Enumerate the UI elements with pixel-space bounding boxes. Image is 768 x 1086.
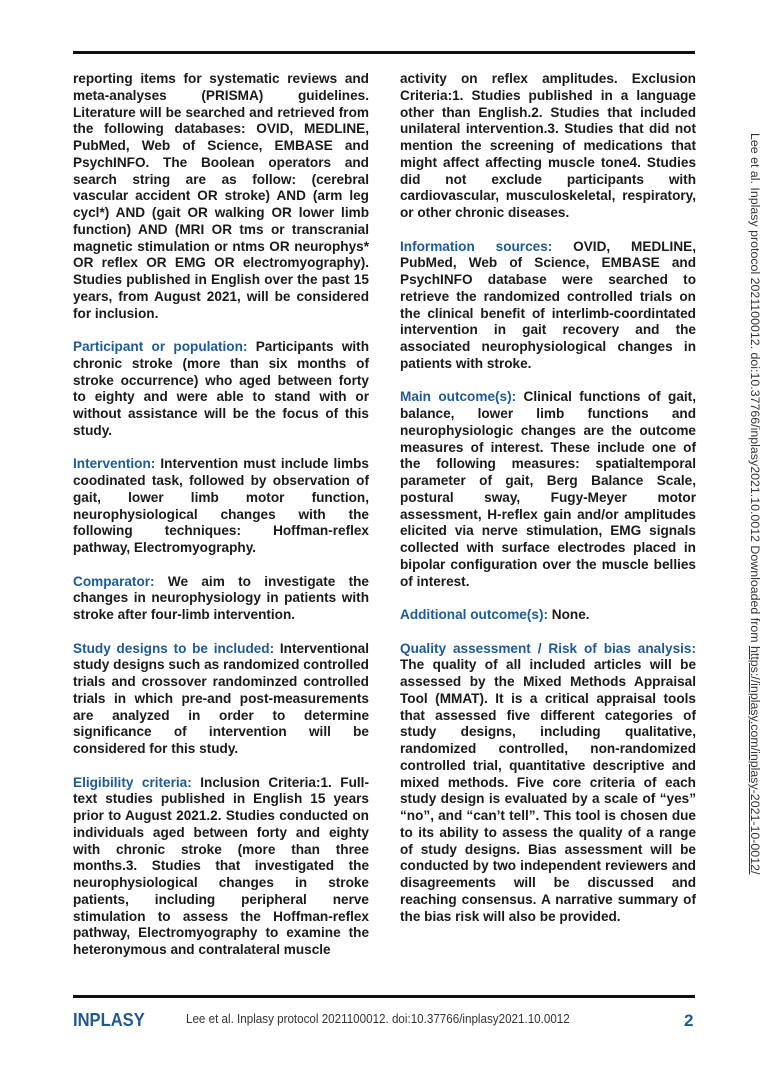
bottom-rule (73, 995, 695, 998)
section-heading: Intervention: (73, 456, 156, 472)
information-sources-section: Information sources: OVID, MEDLINE, PubMed, Web of Science, EMBASE and PsychINFO database were searched to retrieve the randomized controlled trials on the clinical benefit of interlimb-coordintated intervention in gait recovery and the associated neurophysiological changes in patients with stroke. (400, 238, 696, 371)
footer-citation: Lee et al. Inplasy protocol 2021100012. doi:10.37766/inplasy2021.10.0012 (186, 1012, 570, 1026)
side-download-note: Lee et al. Inplasy protocol 2021100012. doi:10.37766/inplasy2021.10.0012 Downloaded from https://inplasy.com/inplasy-2021-10-0012/ (748, 133, 762, 875)
quality-assessment-section: Quality assessment / Risk of bias analysis: The quality of all included articles will be assessed by the Mixed Methods Appraisal Tool (MMAT). It is a critical appraisal tools that assessed five different categories of study designs, including qualitative, randomized controlled, non-randomized controlled trial, quantitative descriptive and mixed methods. Five core criteria of each study design is evaluated by a scale of “yes” “no”, and “can’t tell”. This tool is chosen due to its ability to assess the quality of a range of study designs. Bias assessment will be conducted by two independent reviewers and disagreements will be discussed and reaching consensus. A narrative summary of the bias risk will also be provided. (400, 640, 696, 924)
comparator-section: Comparator: We aim to investigate the changes in neurophysiology in patients with stroke after four-limb intervention. (73, 573, 369, 622)
section-heading: Study designs to be included: (73, 640, 275, 656)
exclusion-criteria-paragraph: activity on reflex amplitudes. Exclusion Criteria:1. Studies published in a language other than English.2. Studies that included unilateral intervention.3. Studies that did not mention the screening of medications that might affect affecting muscle tone4. Studies did not exclude participants with cardiovascular, musculoskeletal, respiratory, or other chronic diseases. (400, 71, 696, 220)
intervention-section: Intervention: Intervention must include limbs coodinated task, followed by observation of gait, lower limb motor function, neurophysiological changes with the following techniques: Hoffman-reflex pathway, Electromyography. (73, 456, 369, 555)
additional-outcomes-section: Additional outcome(s): None. (400, 607, 590, 622)
top-rule (73, 51, 695, 54)
section-heading: Comparator: (73, 573, 155, 589)
section-heading: Participant or population: (73, 339, 248, 354)
left-column (73, 71, 369, 976)
main-outcomes-section: Main outcome(s): Clinical functions of gait, balance, lower limb functions and neurophysiologic changes are the outcome measures of interest. These include one of the following measures: spatialtemporal parameter of gait, Berg Balance Scale, postural sway, Fugy-Meyer motor assessment, H-reflex gain and/or amplitudes elicited via nerve stimulation, EMG signals collected with surface electrodes placed in bipolar configuration over the muscle bellies of interest. (400, 389, 696, 589)
study-designs-section: Study designs to be included: Interventional study designs such as randomized controlled trials and crossover randominzed controlled trials in which pre-and post-measurements are analyzed in order to determine significance of intervention will be considered for this study. (73, 640, 369, 756)
participants-section: Participant or population: Participants with chronic stroke (more than six months of stroke occurrence) who aged between forty to eighty and were able to stand with or without assistance will be the focus of this study. (73, 339, 369, 438)
footer-brand-logo: INPLASY (73, 1010, 145, 1030)
eligibility-section: Eligibility criteria: Inclusion Criteria:1. Full-text studies published in English 15 years prior to August 2021.2. Studies conducted on individuals aged between forty and eighty with chronic stroke (more than three months.3. Studies that investigated the neurophysiological changes in stroke patients, including peripheral nerve stimulation to assess the Hoffman-reflex pathway, Electromyography to examine the heteronymous and contralateral muscle (73, 774, 369, 957)
right-column (400, 71, 696, 942)
section-heading: Quality assessment / Risk of bias analysis: (400, 640, 696, 656)
section-heading: Main outcome(s): (400, 389, 517, 405)
section-heading: Eligibility criteria: (73, 774, 192, 790)
section-heading: Information sources: (400, 238, 553, 254)
page-number: 2 (684, 1011, 694, 1030)
download-source-link[interactable]: https://inplasy.com/inplasy-2021-10-0012/ (748, 645, 762, 875)
section-heading: Additional outcome(s): (400, 607, 549, 622)
search-strategy-paragraph: reporting items for systematic reviews and meta-analyses (PRISMA) guidelines. Literature will be searched and retrieved from the following databases: OVID, MEDLINE, PubMed, Web of Science, EMBASE and PsychINFO. The Boolean operators and search string are as follow: (cerebral vascular accident OR stroke) AND (arm leg cycl*) AND (gait OR walking OR lower limb function) AND (MRI OR tms or transcranial magnetic stimulation or ntms OR neurophys* OR reflex OR EMG OR electromyography). Studies published in English over the past 15 years, from August 2021, will be considered for inclusion. (73, 71, 369, 321)
